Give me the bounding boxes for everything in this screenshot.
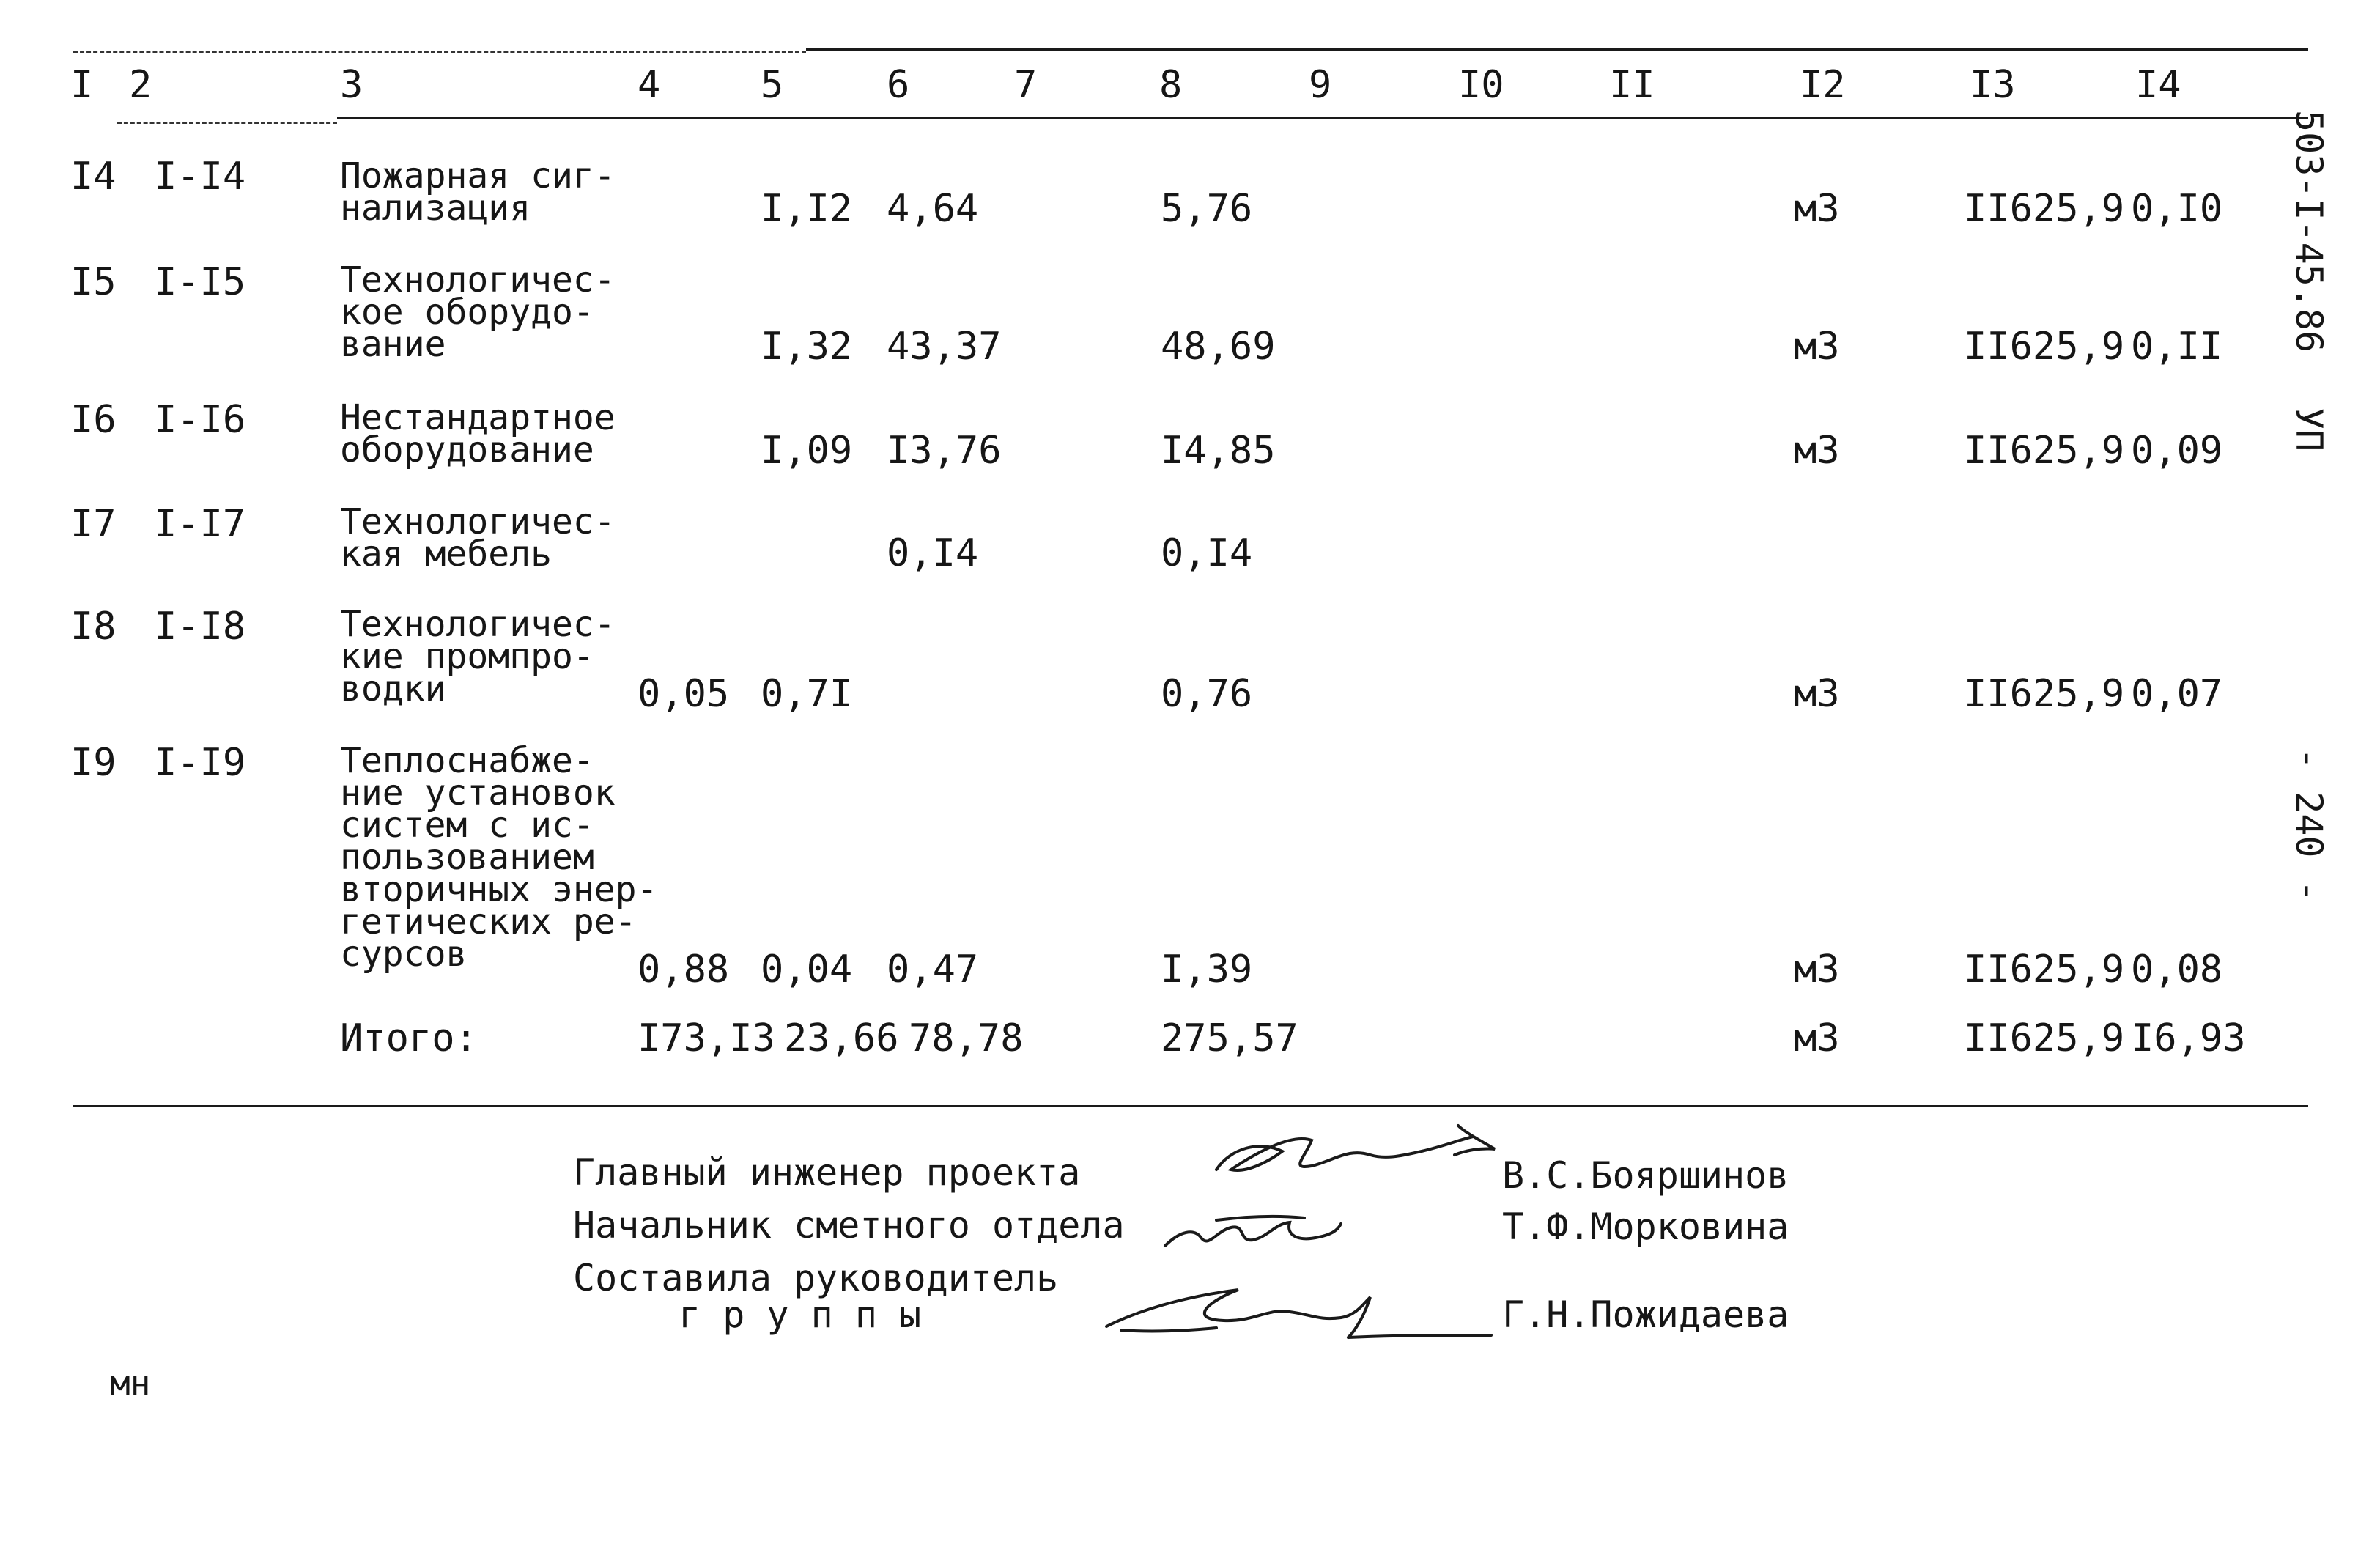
row-code: I-I5 bbox=[154, 260, 246, 304]
total-col4: I73,I3 bbox=[638, 1016, 775, 1060]
row-name-line: Технологичес- bbox=[340, 604, 616, 645]
footer-mark: мн bbox=[110, 1363, 151, 1403]
col14-value: 0,08 bbox=[2131, 948, 2223, 992]
row-name bbox=[340, 397, 648, 470]
header-bottom-rule bbox=[117, 122, 337, 124]
unit-value: м3 bbox=[1794, 325, 1840, 369]
col4-value: 0,05 bbox=[638, 672, 730, 716]
col8-value: 5,76 bbox=[1161, 187, 1253, 231]
col13-value: II625,9 bbox=[1964, 672, 2125, 716]
header-top-rule-right bbox=[806, 48, 2308, 51]
col8-value: 0,76 bbox=[1161, 672, 1253, 716]
col6-value: 0,47 bbox=[887, 948, 979, 992]
total-col6: 78,78 bbox=[909, 1016, 1024, 1060]
row-code: I-I6 bbox=[154, 398, 246, 442]
col14-value: 0,II bbox=[2131, 325, 2223, 369]
signatory-name: Г.Н.Пожидаева bbox=[1502, 1293, 1789, 1336]
row-name-line: кое оборудо- bbox=[340, 292, 594, 333]
column-header: I4 bbox=[2135, 63, 2181, 107]
column-header: I2 bbox=[1800, 63, 1846, 107]
col14-value: 0,07 bbox=[2131, 672, 2223, 716]
column-header: 2 bbox=[129, 63, 152, 107]
column-header: 9 bbox=[1309, 63, 1332, 107]
row-name-line: оборудование bbox=[340, 429, 594, 470]
row-code: I-I8 bbox=[154, 605, 246, 649]
row-name-line: сурсов bbox=[340, 934, 468, 975]
handwritten-signature-3 bbox=[1092, 1268, 1502, 1348]
page-number: - 240 - bbox=[2288, 747, 2330, 902]
column-header: 7 bbox=[1014, 63, 1038, 107]
col13-value: II625,9 bbox=[1964, 948, 2125, 992]
header-top-rule bbox=[73, 51, 806, 53]
column-header: I0 bbox=[1458, 63, 1504, 107]
row-name bbox=[340, 259, 648, 365]
col13-value: II625,9 bbox=[1964, 187, 2125, 231]
total-unit: м3 bbox=[1794, 1016, 1840, 1060]
unit-value: м3 bbox=[1794, 672, 1840, 716]
row-name-line: вание bbox=[340, 324, 446, 365]
col14-value: 0,I0 bbox=[2131, 187, 2223, 231]
col8-value: 48,69 bbox=[1161, 325, 1276, 369]
row-number: I7 bbox=[70, 502, 117, 546]
total-col8: 275,57 bbox=[1161, 1016, 1298, 1060]
column-header: 4 bbox=[638, 63, 661, 107]
col13-value: II625,9 bbox=[1964, 325, 2125, 369]
signature-role: Главный инженер проекта bbox=[573, 1151, 1081, 1194]
row-number: I6 bbox=[70, 398, 117, 442]
row-code: I-I4 bbox=[154, 155, 246, 199]
col13-value: II625,9 bbox=[1964, 429, 2125, 473]
signatory-name: Т.Ф.Морковина bbox=[1502, 1206, 1789, 1248]
row-number: I5 bbox=[70, 260, 117, 304]
row-name-line: ние установок bbox=[340, 772, 616, 813]
row-name-line: кая мебель bbox=[340, 534, 552, 575]
row-name-line: Теплоснабже- bbox=[340, 740, 594, 781]
signatory-name: В.С.Бояршинов bbox=[1502, 1154, 1789, 1197]
album-label: УП bbox=[2288, 407, 2330, 452]
row-name bbox=[340, 604, 648, 709]
row-code: I-I7 bbox=[154, 502, 246, 546]
total-label: Итого: bbox=[340, 1016, 478, 1060]
col5-value: I,I2 bbox=[761, 187, 853, 231]
unit-value: м3 bbox=[1794, 948, 1840, 992]
row-name-line: Технологичес- bbox=[340, 259, 616, 300]
table-bottom-rule bbox=[73, 1105, 2308, 1107]
row-code: I-I9 bbox=[154, 741, 246, 785]
unit-value: м3 bbox=[1794, 429, 1840, 473]
row-name-line: Нестандартное bbox=[340, 397, 616, 438]
total-col5: 23,66 bbox=[784, 1016, 899, 1060]
column-header: I bbox=[70, 63, 94, 107]
total-col14: I6,93 bbox=[2131, 1016, 2246, 1060]
row-name-line: нализация bbox=[340, 188, 531, 229]
col6-value: 43,37 bbox=[887, 325, 1002, 369]
row-name-line: систем с ис- bbox=[340, 805, 594, 846]
col8-value: 0,I4 bbox=[1161, 531, 1253, 575]
row-name bbox=[340, 501, 648, 575]
signature-role-continued: г р у п п ы bbox=[679, 1293, 922, 1336]
column-header: 5 bbox=[761, 63, 784, 107]
row-name bbox=[340, 155, 648, 229]
column-header: 8 bbox=[1159, 63, 1183, 107]
document-code: 503-I-45.86 bbox=[2288, 110, 2330, 353]
col5-value: 0,7I bbox=[761, 672, 853, 716]
col6-value: 4,64 bbox=[887, 187, 979, 231]
row-name-line: Технологичес- bbox=[340, 501, 616, 542]
col6-value: 0,I4 bbox=[887, 531, 979, 575]
handwritten-signature-1 bbox=[1202, 1118, 1509, 1199]
signature-role: Начальник сметного отдела bbox=[573, 1204, 1125, 1247]
column-header: I3 bbox=[1970, 63, 2016, 107]
header-bottom-rule-right bbox=[337, 117, 2308, 119]
column-header: 3 bbox=[340, 63, 363, 107]
signature-role: Составила руководитель bbox=[573, 1257, 1059, 1299]
col14-value: 0,09 bbox=[2131, 429, 2223, 473]
column-header: 6 bbox=[887, 63, 910, 107]
col5-value: I,09 bbox=[761, 429, 853, 473]
col4-value: 0,88 bbox=[638, 948, 730, 992]
handwritten-signature-2 bbox=[1158, 1202, 1348, 1260]
column-header: II bbox=[1609, 63, 1655, 107]
col8-value: I4,85 bbox=[1161, 429, 1276, 473]
total-col13: II625,9 bbox=[1964, 1016, 2125, 1060]
row-name-line: Пожарная сиг- bbox=[340, 155, 616, 196]
col6-value: I3,76 bbox=[887, 429, 1002, 473]
row-number: I8 bbox=[70, 605, 117, 649]
row-name-line: вторичных энер- bbox=[340, 869, 658, 910]
row-name-line: кие промпро- bbox=[340, 636, 594, 677]
unit-value: м3 bbox=[1794, 187, 1840, 231]
col8-value: I,39 bbox=[1161, 948, 1253, 992]
col5-value: 0,04 bbox=[761, 948, 853, 992]
row-name bbox=[340, 740, 658, 975]
col5-value: I,32 bbox=[761, 325, 853, 369]
row-number: I9 bbox=[70, 741, 117, 785]
row-name-line: водки bbox=[340, 668, 446, 709]
row-name-line: пользованием bbox=[340, 837, 594, 878]
row-name-line: гетических ре- bbox=[340, 901, 637, 942]
row-number: I4 bbox=[70, 155, 117, 199]
